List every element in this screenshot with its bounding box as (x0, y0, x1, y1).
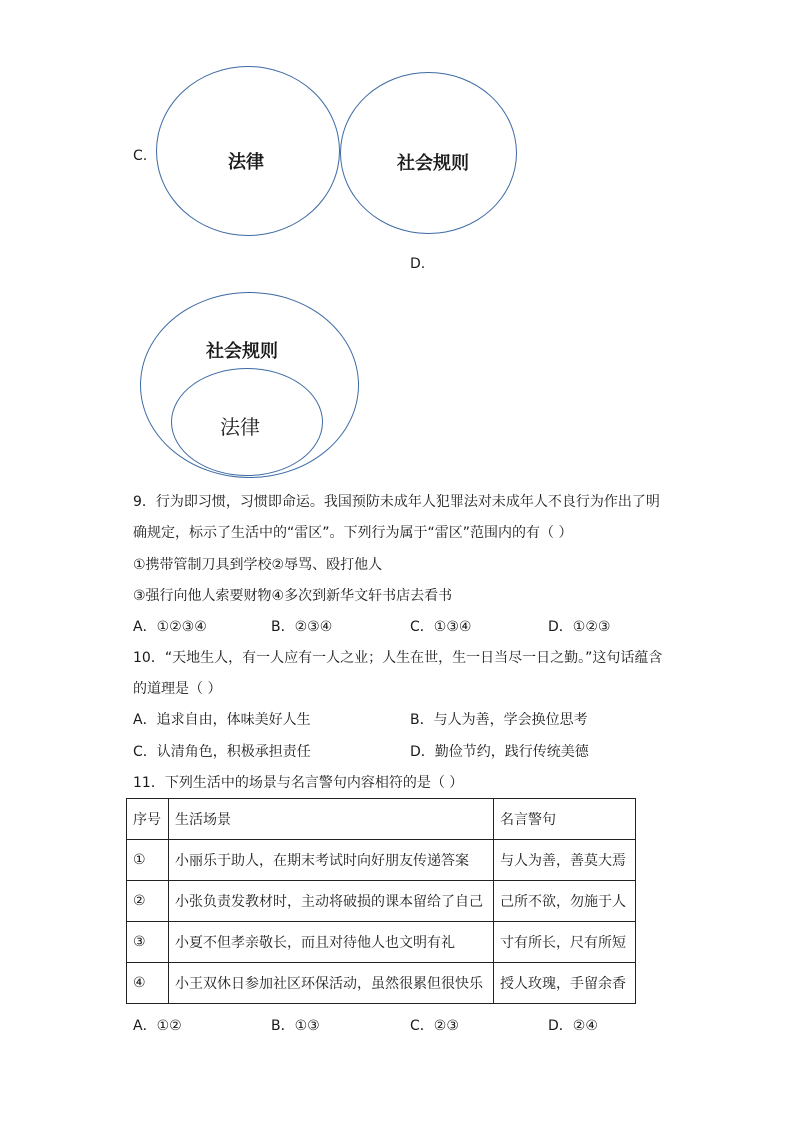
q9-items-line2: ③强行向他人索要财物④多次到新华文轩书店去看书 (133, 588, 453, 604)
law-label-d: 法律 (220, 415, 260, 439)
q11-option-d[interactable]: D．②④ (548, 1018, 598, 1034)
q9-option-d[interactable]: D．①②③ (548, 619, 611, 635)
table-header-row (127, 799, 636, 840)
q11-table (126, 798, 636, 1004)
row-quote: 己所不欲，勿施于人 (494, 881, 636, 922)
row-quote: 与人为善，善莫大焉 (494, 840, 636, 881)
row-quote: 授人玫瑰，手留余香 (494, 963, 636, 1004)
row-number: ④ (127, 963, 169, 1004)
q10-option-c[interactable]: C．认清角色，积极承担责任 (133, 744, 311, 760)
q11-stem: 11．下列生活中的场景与名言警句内容相符的是（ ） (133, 775, 464, 791)
header-quote: 名言警句 (494, 799, 636, 840)
table-row (127, 922, 636, 963)
q10-stem-line1: 10．“天地生人，有一人应有一人之业；人生在世，生一日当尽一日之勤。”这句话蕴含 (133, 650, 663, 666)
social-rules-label-d: 社会规则 (206, 341, 278, 362)
q11-option-b[interactable]: B．①③ (271, 1018, 320, 1034)
q9-option-a[interactable]: A．①②③④ (133, 619, 207, 635)
row-number: ① (127, 840, 169, 881)
q10-stem-line2: 的道理是（ ） (133, 681, 222, 697)
q10-option-a[interactable]: A．追求自由，体味美好人生 (133, 712, 311, 728)
q9-option-b[interactable]: B．②③④ (271, 619, 333, 635)
q11-option-c[interactable]: C．②③ (410, 1018, 459, 1034)
row-number: ③ (127, 922, 169, 963)
row-scene: 小丽乐于助人，在期末考试时向好朋友传递答案 (169, 840, 494, 881)
table-row (127, 840, 636, 881)
q9-stem-line2: 确规定，标示了生活中的“雷区”。下列行为属于“雷区”范围内的有（ ） (133, 525, 573, 541)
table-row (127, 963, 636, 1004)
q10-option-b[interactable]: B．与人为善，学会换位思考 (410, 712, 588, 728)
row-quote: 寸有所长，尺有所短 (494, 922, 636, 963)
q9-items-line1: ①携带管制刀具到学校②辱骂、殴打他人 (133, 557, 383, 573)
row-number: ② (127, 881, 169, 922)
q10-option-d[interactable]: D．勤俭节约，践行传统美德 (410, 744, 589, 760)
q11-option-a[interactable]: A．①② (133, 1018, 182, 1034)
row-scene: 小夏不但孝亲敬长，而且对待他人也文明有礼 (169, 922, 494, 963)
option-c-label: C. (133, 148, 148, 164)
law-label-c: 法律 (228, 152, 264, 173)
option-d-label: D. (410, 256, 426, 272)
q9-stem-line1: 9．行为即习惯，习惯即命运。我国预防未成年人犯罪法对未成年人不良行为作出了明 (133, 494, 660, 510)
header-scene: 生活场景 (169, 799, 494, 840)
social-rules-label-c: 社会规则 (397, 153, 469, 174)
table-row (127, 881, 636, 922)
row-scene: 小张负责发教材时，主动将破损的课本留给了自己 (169, 881, 494, 922)
header-number: 序号 (127, 799, 169, 840)
row-scene: 小王双休日参加社区环保活动，虽然很累但很快乐 (169, 963, 494, 1004)
q9-option-c[interactable]: C．①③④ (410, 619, 472, 635)
